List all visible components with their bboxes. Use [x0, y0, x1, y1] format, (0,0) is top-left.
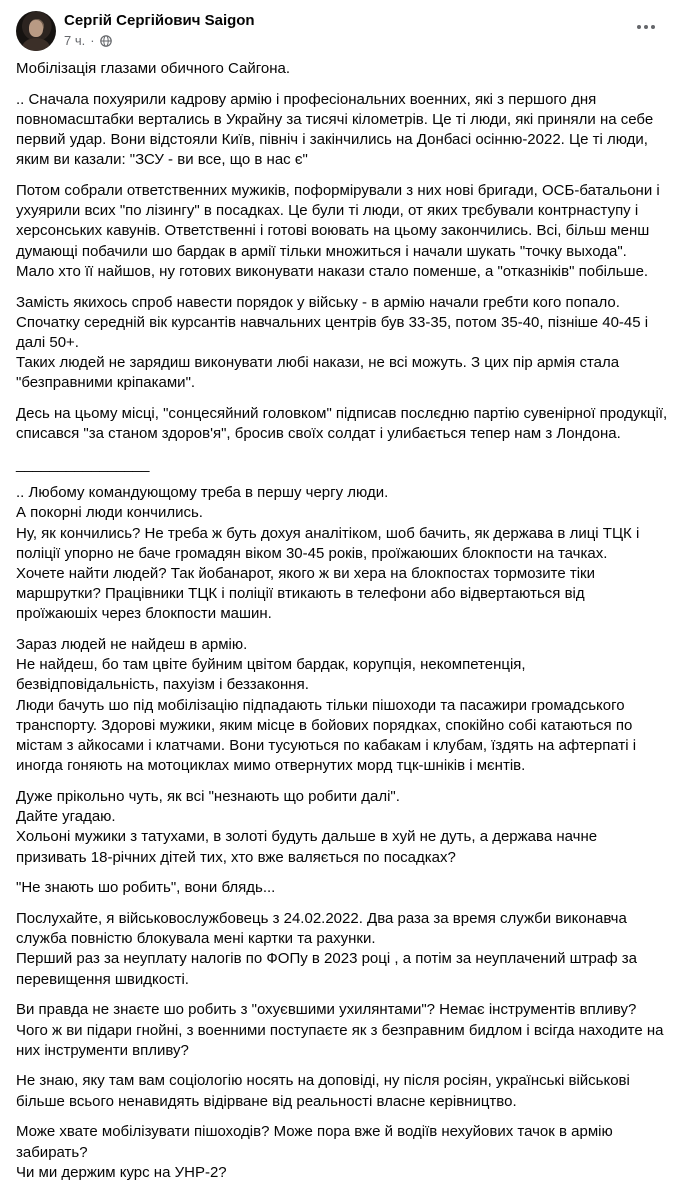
post-paragraph: Мобілізація глазами обичного Сайгона. — [16, 60, 290, 77]
avatar-face — [29, 20, 43, 37]
post-time[interactable]: 7 ч. — [64, 33, 86, 48]
more-options-icon[interactable] — [630, 15, 662, 39]
post-paragraph: "Не знають шо робить", вони блядь... — [16, 879, 276, 897]
avatar-body — [22, 38, 50, 51]
post-paragraph: Ви правда не знаєте шо робить з "охуєвшими ухилянтами"? Немає інструментів впливу? Чого ж ви підари гнойні, з военними поступаєте як з безправним бидлом і всігда находите на них інструменти впливу? — [16, 1001, 664, 1059]
post-paragraph: Послухайте, я військовослужбовець з 24.02.2022. Два раза за время служби виконавча служба повністю блокувала мені картки та рахунки. Перший раз за неуплату налогів по ФОПу в 2023 році , а потім за неуплачений штраф за перевищення швидкості. — [16, 910, 637, 988]
post-paragraph: Замість якихось спроб навести порядок у війську - в армію начали гребти кого попало. Спочатку середній вік курсантів навчальних центрів був 33-35, потом 35-40, пізніше 40-45 і далі 50+. Таких людей не зарядиш виконувати любі накази, не всі можуть. З цих пір армія стала "безправними кріпаками". — [16, 293, 649, 392]
post-paragraph: Дуже прікольно чуть, як всі "незнають що робити далі". Дайте угадаю. Хольоні мужики з татухами, в золоті будуть дальше в хуй не дуть, а держава начне призивать 18-річних дітей тих, хто вже валяється по посадках? — [16, 788, 598, 866]
post-paragraph: .. Любому командующому треба в першу чергу люди. А покорні люди кончились. Ну, як кончились? Не треба ж буть дохуя аналітіком, шоб бачить, як держава в лиці ТЦК і поліції упорно не баче громадян віком 30-45 років, проїжаюших блокпости на тачках. Хочете найти людей? Так йобанарот, якого ж ви хера на блокпостах тормозите тіки маршрутки? Працівники ТЦК і поліції втикають в телефони або відвертаються від проїжаюшіх через блокпости машин. — [16, 484, 640, 623]
globe-icon[interactable] — [100, 35, 112, 47]
meta-separator: · — [90, 33, 95, 48]
avatar[interactable] — [16, 11, 56, 51]
post-paragraph: Зараз людей не найдеш в армію. Не найдеш, бо там цвіте буйним цвітом бардак, корупція, некомпетенція, безвідповідальність, пахуізм і беззаконня. Люди бачуть шо під мобілізацію підпадають тільки пішоходи та пасажири громадського транспорту. Здорові мужики, яким місце в бойових порядках, спокійно собі катаються по містам з айкосами і клатчами. Вони тусуються по кабакам і клубам, їздять на афтерпаті і иногда гоняють на мотоциклах мимо отвернутих морд тцк-шніків і мєнтів. — [16, 636, 637, 775]
post-content — [16, 59, 668, 1193]
post-header — [16, 11, 664, 55]
author-name[interactable]: Сергій Сергійович Saigon — [64, 12, 255, 29]
post-divider-line: ________________ — [16, 455, 150, 473]
post-paragraph: Може хвате мобілізувати пішоходів? Може пора вже й водіїв нехуйових тачок в армію забирать? Чи ми держим курс на УНР-2? — [16, 1123, 613, 1181]
post-paragraph: Не знаю, яку там вам соціологію носять на доповіді, ну після росіян, українські військові більше всього ненавидять відірване від реальності власне керівництво. — [16, 1072, 630, 1110]
post-paragraph: Потом собрали ответственних мужиків, поформірували з них нові бригади, ОСБ-батальони і ухуярили всих "по лізингу" в посадках. Це були ті люди, от яких трєбували контрнаступу і херсонських кавунів. Ответственні і готові воювать на цьому закончились. Всі, більш менш думающі побачили шо бардак в армії тільки множиться і начали шукать "точку выхода". Мало хто її найшов, ну готових виконувати накази стало поменше, а "отказніків" побільше. — [16, 182, 660, 280]
post-paragraph: Десь на цьому місці, "сонцесяйний головком" підписав послєдню партію сувенірної продукції, списався "за станом здоров'я", бросив своїх солдат і улибається тепер нам з Лондона. — [16, 405, 668, 443]
post-meta — [64, 33, 112, 48]
post-paragraph: .. Сначала похуярили кадрову армію і професіональних военних, які з першого дня повномасштабки вертались в Украйну за тисячі кілометрів. Це ті люди, які приняли на себе первий удар. Вони відстояли Київ, північ і закінчились на Донбасі осінню-2022. Це ті люди, яким ви казали: "ЗСУ - ви все, що в нас є" — [16, 90, 654, 169]
